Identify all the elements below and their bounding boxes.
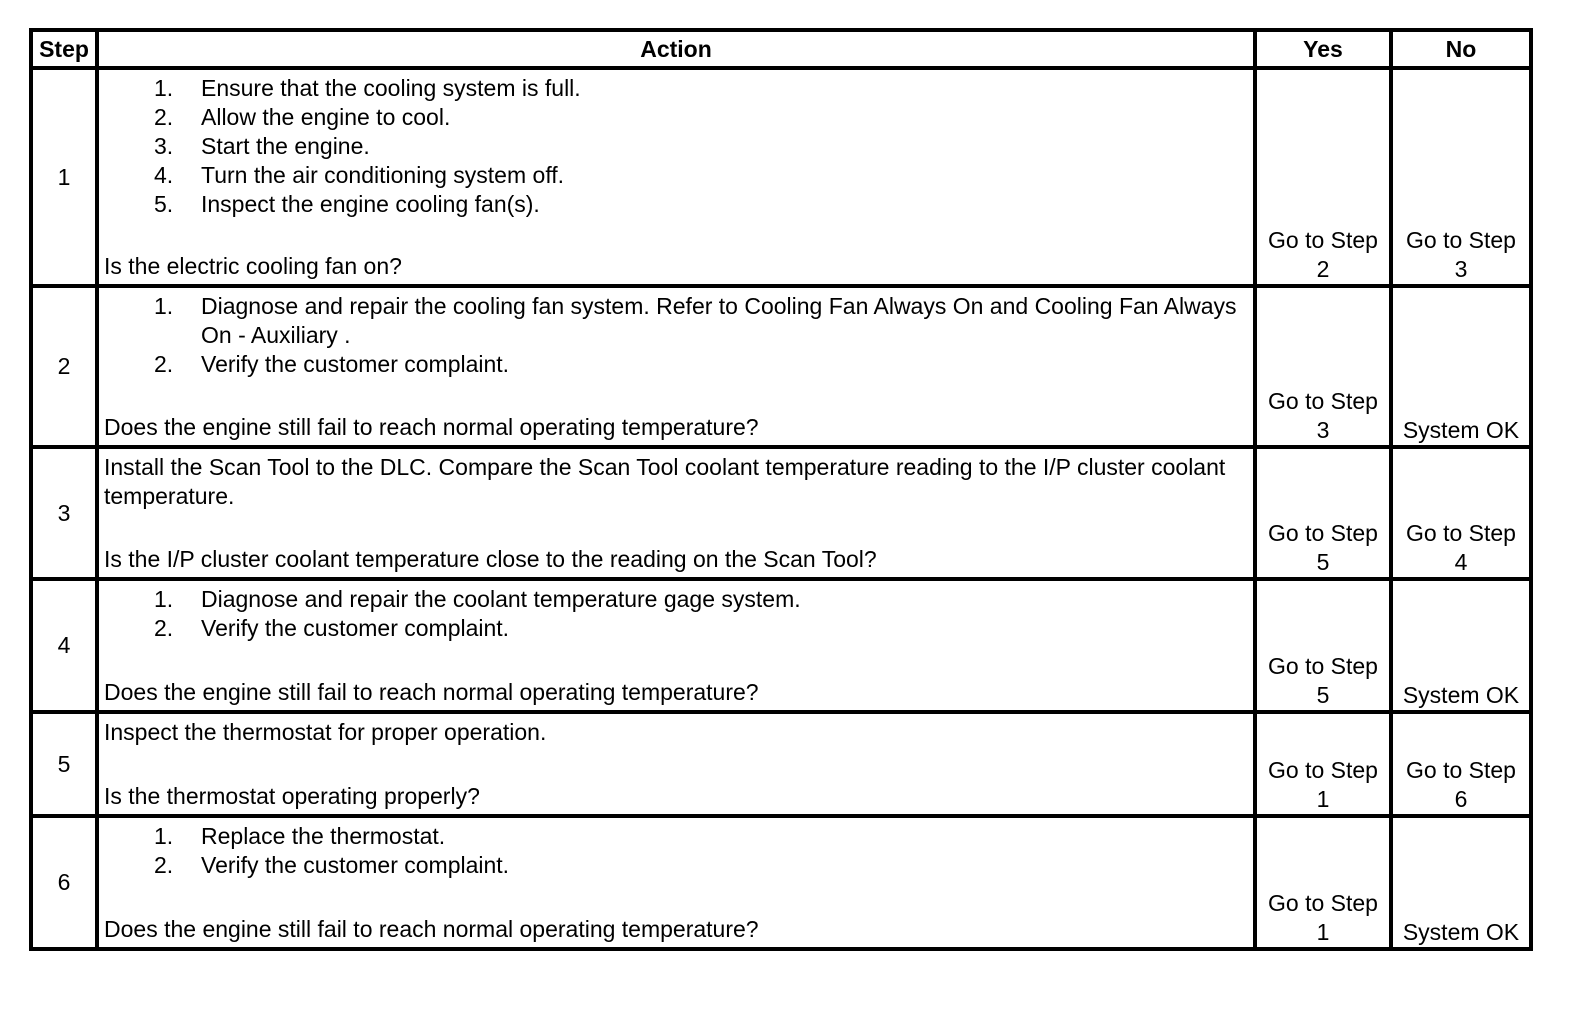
- yes-result: Go to Step 1: [1255, 816, 1391, 949]
- no-result: System OK: [1391, 579, 1531, 712]
- question-text: Is the I/P cluster coolant temperature close to the reading on the Scan Tool?: [104, 546, 877, 572]
- action-list: [104, 822, 1239, 880]
- list-item: 2. Verify the customer complaint.: [154, 852, 510, 878]
- no-result: System OK: [1391, 816, 1531, 949]
- list-item: 1. Diagnose and repair the cooling fan system. Refer to Cooling Fan Always On and Cooling Fan Always On - Auxiliary .: [154, 293, 1237, 348]
- action-text: Inspect the thermostat for proper operation.: [104, 719, 547, 745]
- action-cell: [97, 286, 1255, 447]
- step-number: 6: [31, 816, 97, 949]
- action-list: [104, 292, 1239, 379]
- yes-result: Go to Step 5: [1255, 579, 1391, 712]
- step-number: 5: [31, 712, 97, 816]
- yes-result: Go to Step 2: [1255, 68, 1391, 286]
- table-row: [31, 447, 1531, 579]
- no-result: Go to Step 3: [1391, 68, 1531, 286]
- table-row: [31, 816, 1531, 949]
- list-item: 2. Verify the customer complaint.: [154, 615, 510, 641]
- header-step: Step: [31, 30, 97, 68]
- question-text: Is the electric cooling fan on?: [104, 253, 402, 279]
- action-cell: [97, 68, 1255, 286]
- table-row: [31, 286, 1531, 447]
- step-number: 2: [31, 286, 97, 447]
- header-no: No: [1391, 30, 1531, 68]
- list-item: 1. Replace the thermostat.: [154, 823, 446, 849]
- yes-result: Go to Step 3: [1255, 286, 1391, 447]
- question-text: Does the engine still fail to reach normal operating temperature?: [104, 414, 759, 440]
- action-cell: [97, 816, 1255, 949]
- question-text: Is the thermostat operating properly?: [104, 783, 480, 809]
- step-number: 3: [31, 447, 97, 579]
- list-item: 3. Start the engine.: [154, 133, 370, 159]
- list-item: 2. Allow the engine to cool.: [154, 104, 451, 130]
- yes-result: Go to Step 5: [1255, 447, 1391, 579]
- no-result: Go to Step 6: [1391, 712, 1531, 816]
- step-number: 4: [31, 579, 97, 712]
- step-number: 1: [31, 68, 97, 286]
- table-row: [31, 579, 1531, 712]
- list-item: 4. Turn the air conditioning system off.: [154, 162, 565, 188]
- header-row: [31, 30, 1531, 68]
- action-text: Install the Scan Tool to the DLC. Compare the Scan Tool coolant temperature reading to the I/P cluster coolant temperature.: [104, 454, 1226, 509]
- question-text: Does the engine still fail to reach normal operating temperature?: [104, 679, 759, 705]
- question-text: Does the engine still fail to reach normal operating temperature?: [104, 916, 759, 942]
- diagnostic-table: [29, 28, 1533, 951]
- list-item: 1. Diagnose and repair the coolant temperature gage system.: [154, 586, 801, 612]
- no-result: System OK: [1391, 286, 1531, 447]
- table-row: [31, 68, 1531, 286]
- action-list: [104, 585, 1239, 643]
- header-action: Action: [97, 30, 1255, 68]
- yes-result: Go to Step 1: [1255, 712, 1391, 816]
- table-row: [31, 712, 1531, 816]
- list-item: 1. Ensure that the cooling system is full.: [154, 75, 581, 101]
- list-item: 2. Verify the customer complaint.: [154, 351, 510, 377]
- action-cell: [97, 712, 1255, 816]
- action-cell: [97, 447, 1255, 579]
- header-yes: Yes: [1255, 30, 1391, 68]
- action-list: [104, 74, 1239, 219]
- action-cell: [97, 579, 1255, 712]
- list-item: 5. Inspect the engine cooling fan(s).: [154, 191, 540, 217]
- no-result: Go to Step 4: [1391, 447, 1531, 579]
